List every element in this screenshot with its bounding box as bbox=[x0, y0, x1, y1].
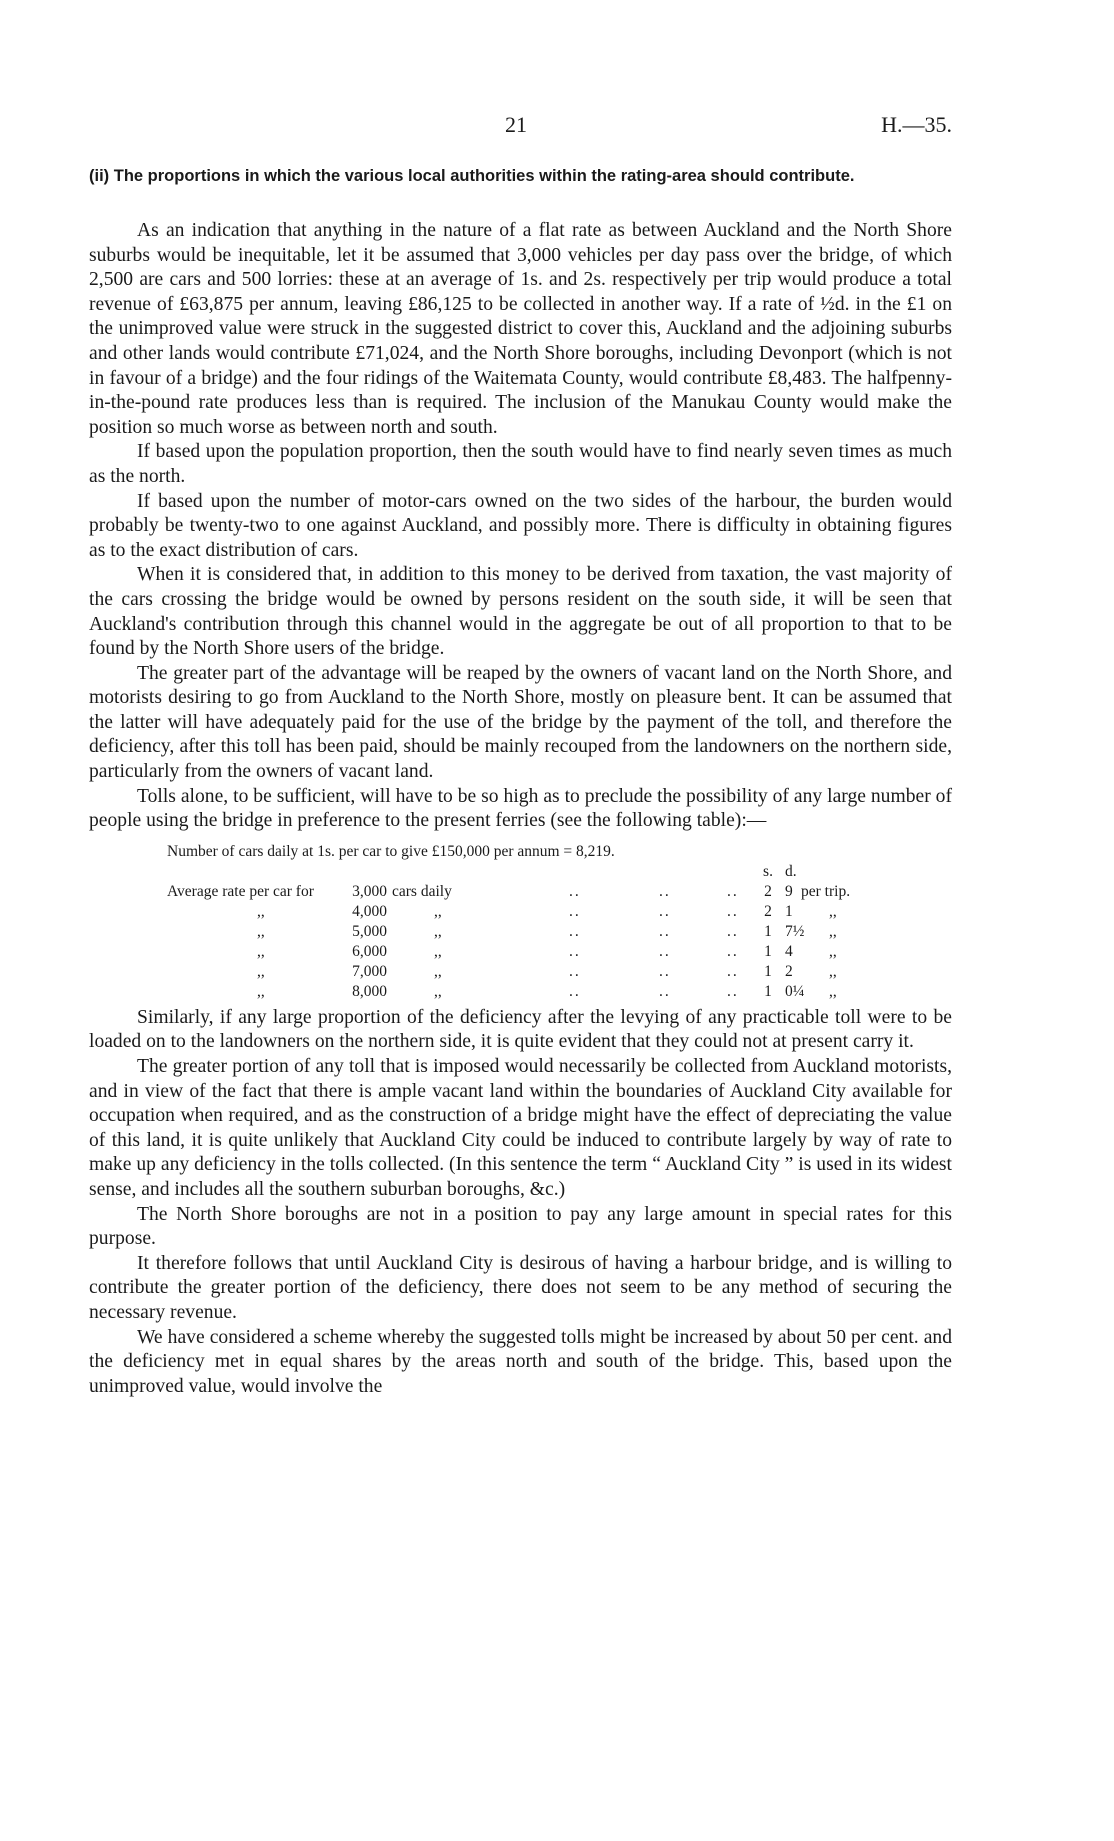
paragraph: It therefore follows that until Auckland City is desirous of having a harbour bridge, and is willing to contribute the greater portion of the deficiency, there does not seem to be any method of securing the necessary revenue. bbox=[89, 1252, 952, 1323]
ditto-mark: ,, bbox=[434, 922, 442, 940]
ditto-mark: ,, bbox=[257, 962, 265, 980]
leader-dots: .. bbox=[727, 902, 739, 920]
paragraph: If based upon the number of motor-cars owned on the two sides of the harbour, the burden would probably be twenty-two to one against Auckland, and possibly more. There is difficulty in obtaining figures as to the exact distribution of cars. bbox=[89, 490, 952, 561]
cars-count: 4,000 bbox=[352, 902, 387, 920]
page-header bbox=[89, 112, 952, 142]
leader-dots: .. bbox=[727, 942, 739, 960]
ditto-mark: ,, bbox=[829, 902, 837, 920]
ditto-mark: ,, bbox=[434, 982, 442, 1000]
shillings-header: s. bbox=[763, 862, 773, 880]
leader-dots: .. bbox=[659, 942, 671, 960]
leader-dots: .. bbox=[659, 962, 671, 980]
page-number: 21 bbox=[505, 112, 527, 137]
ditto-mark: ,, bbox=[434, 942, 442, 960]
paragraph: When it is considered that, in addition to this money to be derived from taxation, the vast majority of the cars crossing the bridge would be owned by persons resident on the south side, it will be seen that Auckland's contribution through this channel would in the aggregate be out of all proportion to that to be found by the North Shore users of the bridge. bbox=[89, 564, 952, 660]
shillings-value: 1 bbox=[764, 942, 772, 960]
leader-dots: .. bbox=[659, 882, 671, 900]
leader-dots: .. bbox=[727, 982, 739, 1000]
table-row bbox=[89, 922, 952, 942]
paragraph: The North Shore boroughs are not in a position to pay any large amount in special rates for this purpose. bbox=[89, 1203, 952, 1250]
paragraph: If based upon the population proportion, then the south would have to find nearly seven times as much as the north. bbox=[89, 441, 952, 487]
leader-dots: .. bbox=[659, 982, 671, 1000]
cars-daily-label: cars daily bbox=[392, 882, 452, 900]
paragraph: The greater part of the advantage will be reaped by the owners of vacant land on the North Shore, and motorists desiring to go from Auckland to the North Shore, mostly on pleasure bent. It can be assumed that the latter will have adequately paid for the use of the bridge by the payment of the toll, and therefore the deficiency, after this toll has been paid, should be mainly recouped from the landowners on the northern side, particularly from the owners of vacant land. bbox=[89, 662, 952, 783]
paragraph: We have considered a scheme whereby the suggested tolls might be increased by about 50 per cent. and the deficiency met in equal shares by the areas north and south of the bridge. This, based upon the unimproved value, would involve the bbox=[89, 1326, 952, 1397]
table-row bbox=[89, 962, 952, 982]
leader-dots: .. bbox=[727, 922, 739, 940]
leader-dots: .. bbox=[569, 882, 581, 900]
per-trip-label: per trip. bbox=[801, 882, 851, 900]
leader-dots: .. bbox=[659, 902, 671, 920]
document-reference: H.—35. bbox=[881, 112, 952, 137]
leader-dots: .. bbox=[569, 942, 581, 960]
pence-value: 4 bbox=[785, 942, 793, 960]
ditto-mark: ,, bbox=[257, 982, 265, 1000]
leader-dots: .. bbox=[569, 922, 581, 940]
ditto-mark: ,, bbox=[829, 922, 837, 940]
cars-count: 7,000 bbox=[352, 962, 387, 980]
table-row bbox=[89, 902, 952, 922]
paragraph: Similarly, if any large proportion of the deficiency after the levying of any practicable toll were to be loaded on to the landowners on the northern side, it is quite evident that they could not at present carry it. bbox=[89, 1006, 952, 1053]
shillings-value: 1 bbox=[764, 922, 772, 940]
leader-dots: .. bbox=[727, 962, 739, 980]
ditto-mark: ,, bbox=[434, 962, 442, 980]
cars-count: 3,000 bbox=[352, 882, 387, 900]
pence-value: 9 bbox=[785, 882, 793, 900]
cars-count: 6,000 bbox=[352, 942, 387, 960]
toll-table bbox=[89, 842, 952, 1000]
section-heading: (ii) The proportions in which the various local authorities within the rating-area should contribute. bbox=[89, 167, 855, 185]
leader-dots: .. bbox=[727, 882, 739, 900]
table-caption: Number of cars daily at 1s. per car to give £150,000 per annum = 8,219. bbox=[167, 842, 615, 860]
table-row bbox=[89, 982, 952, 1002]
body-text bbox=[89, 219, 952, 1399]
ditto-mark: ,, bbox=[257, 902, 265, 920]
cars-count: 8,000 bbox=[352, 982, 387, 1000]
table-column-headers bbox=[89, 862, 952, 882]
ditto-mark: ,, bbox=[434, 902, 442, 920]
ditto-mark: ,, bbox=[257, 922, 265, 940]
shillings-value: 2 bbox=[764, 882, 772, 900]
shillings-value: 2 bbox=[764, 902, 772, 920]
paragraph: The greater portion of any toll that is imposed would necessarily be collected from Auckland motorists, and in view of the fact that there is ample vacant land within the boundaries of Auckland City available for occupation when required, and as the construction of a bridge might have the effect of depreciating the value of this land, it is quite unlikely that Auckland City could be induced to contribute largely by way of rate to make up any deficiency in the tolls collected. (In this sentence the term “ Auckland City ” is used in its widest sense, and includes all the southern suburban boroughs, &c.) bbox=[89, 1056, 952, 1200]
pence-value: 7½ bbox=[785, 922, 805, 940]
leader-dots: .. bbox=[659, 922, 671, 940]
pence-header: d. bbox=[785, 862, 797, 880]
pence-value: 0¼ bbox=[785, 982, 805, 1000]
pence-value: 1 bbox=[785, 902, 793, 920]
shillings-value: 1 bbox=[764, 962, 772, 980]
paragraph: Tolls alone, to be sufficient, will have to be so high as to preclude the possibility of any large number of people using the bridge in preference to the present ferries (see the following table):— bbox=[89, 785, 952, 832]
cars-count: 5,000 bbox=[352, 922, 387, 940]
ditto-mark: ,, bbox=[829, 942, 837, 960]
pence-value: 2 bbox=[785, 962, 793, 980]
ditto-mark: ,, bbox=[829, 962, 837, 980]
ditto-mark: ,, bbox=[829, 982, 837, 1000]
table-row bbox=[89, 882, 952, 902]
leader-dots: .. bbox=[569, 962, 581, 980]
table-row bbox=[89, 942, 952, 962]
shillings-value: 1 bbox=[764, 982, 772, 1000]
paragraph: As an indication that anything in the nature of a flat rate as between Auckland and the North Shore suburbs would be inequitable, let it be assumed that 3,000 vehicles per day pass over the bridge, of which 2,500 are cars and 500 lorries: these at an average of 1s. and 2s. respectively per trip would produce a total revenue of £63,875 per annum, leaving £86,125 to be collected in another way. If a rate of ½d. in the £1 on the unimproved value were struck in the suggested district to cover this, Auckland and the adjoining suburbs and other lands would contribute £71,024, and the North Shore boroughs, including Devonport (which is not in favour of a bridge) and the four ridings of the Waitemata County, would contribute £8,483. The halfpenny-in-the-pound rate produces less than is required. The inclusion of the Manukau County would make the position so much worse as between north and south. bbox=[89, 220, 952, 438]
row-lead-text: Average rate per car for bbox=[167, 882, 314, 900]
ditto-mark: ,, bbox=[257, 942, 265, 960]
leader-dots: .. bbox=[569, 982, 581, 1000]
leader-dots: .. bbox=[569, 902, 581, 920]
